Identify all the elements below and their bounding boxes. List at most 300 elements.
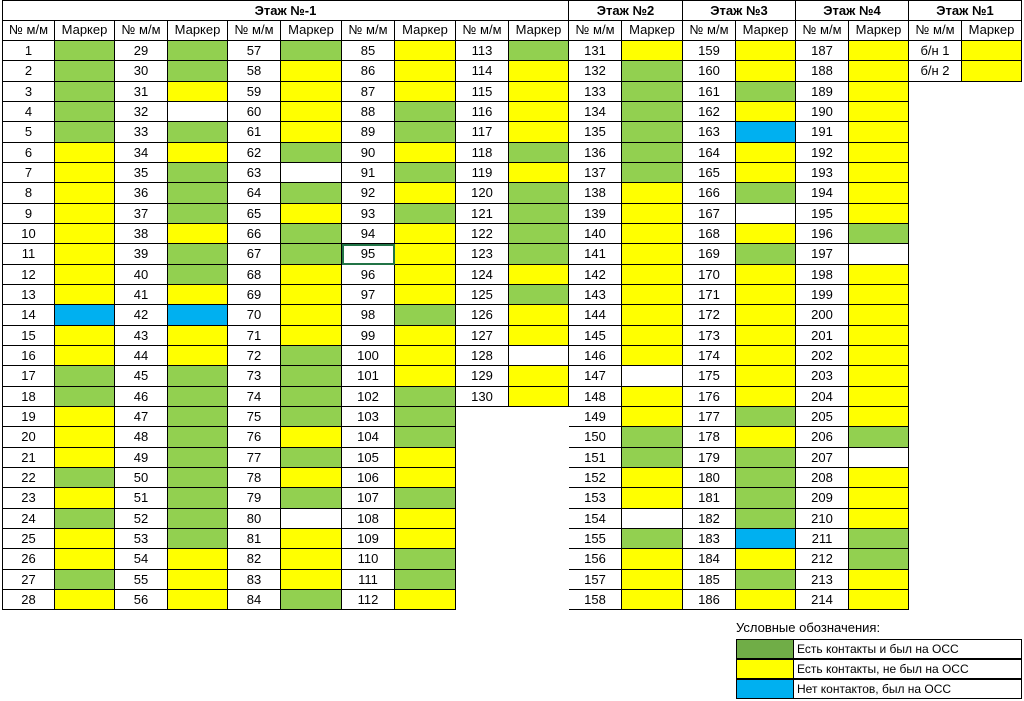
marker-cell-yellow[interactable] [849,122,909,143]
spot-number-cell[interactable]: 68 [228,265,281,285]
marker-cell-green[interactable] [736,468,796,488]
spot-number-cell[interactable]: 69 [228,285,281,305]
spot-number-cell[interactable]: 49 [115,448,168,468]
marker-cell-yellow[interactable] [849,163,909,183]
marker-cell-green[interactable] [395,427,456,448]
spot-number-cell[interactable]: 159 [683,41,736,61]
marker-cell-empty[interactable] [849,448,909,468]
marker-cell-yellow[interactable] [509,61,569,82]
spot-number-cell[interactable]: 104 [342,427,395,448]
marker-cell-yellow[interactable] [168,590,228,610]
marker-cell-yellow[interactable] [849,407,909,427]
marker-cell-yellow[interactable] [395,224,456,244]
spot-number-cell[interactable]: 81 [228,529,281,549]
marker-cell-yellow[interactable] [622,488,683,509]
marker-cell-yellow[interactable] [281,61,342,82]
spot-number-cell[interactable]: 5 [2,122,55,143]
spot-number-cell[interactable]: 106 [342,468,395,488]
marker-cell-yellow[interactable] [962,61,1022,82]
spot-number-cell[interactable]: 157 [569,570,622,590]
spot-number-cell[interactable]: 32 [115,102,168,122]
spot-number-cell[interactable]: 6 [2,143,55,163]
spot-number-cell[interactable]: 25 [2,529,55,549]
spot-number-cell[interactable]: 171 [683,285,736,305]
marker-cell-yellow[interactable] [509,305,569,326]
spot-number-cell[interactable]: 116 [456,102,509,122]
spot-number-cell[interactable]: 197 [796,244,849,265]
marker-cell-green[interactable] [55,570,115,590]
spot-number-cell[interactable]: 141 [569,244,622,265]
spot-number-cell[interactable]: 151 [569,448,622,468]
marker-cell-yellow[interactable] [622,305,683,326]
spot-number-cell[interactable]: 180 [683,468,736,488]
spot-number-cell[interactable]: 183 [683,529,736,549]
marker-cell-yellow[interactable] [622,326,683,346]
marker-cell-green[interactable] [395,407,456,427]
marker-cell-green[interactable] [622,61,683,82]
marker-cell-green[interactable] [509,285,569,305]
marker-cell-yellow[interactable] [168,285,228,305]
marker-cell-yellow[interactable] [55,407,115,427]
marker-cell-yellow[interactable] [736,305,796,326]
marker-cell-empty[interactable] [736,204,796,224]
spot-number-cell[interactable]: 210 [796,509,849,529]
spot-number-cell[interactable]: 13 [2,285,55,305]
marker-cell-green[interactable] [281,590,342,610]
marker-cell-yellow[interactable] [849,509,909,529]
spot-number-cell[interactable]: 64 [228,183,281,204]
spot-number-cell[interactable]: 152 [569,468,622,488]
marker-cell-green[interactable] [281,143,342,163]
marker-cell-green[interactable] [55,366,115,387]
spot-number-cell[interactable]: 122 [456,224,509,244]
spot-number-cell[interactable]: 206 [796,427,849,448]
spot-number-cell[interactable]: 132 [569,61,622,82]
marker-cell-yellow[interactable] [395,183,456,204]
marker-cell-green[interactable] [622,427,683,448]
spot-number-cell[interactable]: 86 [342,61,395,82]
spot-number-cell[interactable]: 189 [796,82,849,102]
marker-cell-green[interactable] [168,488,228,509]
marker-cell-yellow[interactable] [395,61,456,82]
marker-cell-green[interactable] [622,529,683,549]
marker-cell-yellow[interactable] [849,305,909,326]
marker-cell-yellow[interactable] [55,549,115,570]
spot-number-cell[interactable]: 63 [228,163,281,183]
spot-number-cell[interactable]: 97 [342,285,395,305]
spot-number-cell[interactable]: 182 [683,509,736,529]
marker-cell-yellow[interactable] [395,529,456,549]
spot-number-cell[interactable]: б/н 1 [909,41,962,61]
spot-number-cell[interactable]: 129 [456,366,509,387]
spot-number-cell[interactable]: 138 [569,183,622,204]
spot-number-cell[interactable]: 65 [228,204,281,224]
marker-cell-yellow[interactable] [395,346,456,366]
spot-number-cell[interactable]: 205 [796,407,849,427]
spot-number-cell[interactable]: 34 [115,143,168,163]
marker-cell-yellow[interactable] [622,570,683,590]
spot-number-cell[interactable]: 124 [456,265,509,285]
spot-number-cell[interactable]: 169 [683,244,736,265]
marker-cell-yellow[interactable] [736,366,796,387]
marker-cell-green[interactable] [622,163,683,183]
marker-cell-yellow[interactable] [55,488,115,509]
marker-cell-empty[interactable] [281,509,342,529]
spot-number-cell[interactable]: 154 [569,509,622,529]
spot-number-cell[interactable]: 37 [115,204,168,224]
spot-number-cell[interactable]: 76 [228,427,281,448]
spot-number-cell[interactable]: 113 [456,41,509,61]
marker-cell-yellow[interactable] [395,326,456,346]
spot-number-cell[interactable]: 21 [2,448,55,468]
marker-cell-green[interactable] [736,244,796,265]
marker-cell-yellow[interactable] [509,265,569,285]
marker-cell-yellow[interactable] [168,326,228,346]
marker-cell-yellow[interactable] [55,285,115,305]
marker-cell-yellow[interactable] [55,244,115,265]
spot-number-cell[interactable]: 181 [683,488,736,509]
marker-cell-green[interactable] [395,163,456,183]
marker-cell-yellow[interactable] [849,41,909,61]
spot-number-cell[interactable]: 201 [796,326,849,346]
spot-number-cell[interactable]: 15 [2,326,55,346]
marker-cell-green[interactable] [395,488,456,509]
marker-cell-yellow[interactable] [622,224,683,244]
marker-cell-green[interactable] [168,387,228,407]
marker-cell-green[interactable] [281,488,342,509]
marker-cell-yellow[interactable] [509,102,569,122]
spot-number-cell[interactable]: 127 [456,326,509,346]
spot-number-cell[interactable]: 130 [456,387,509,407]
spot-number-cell[interactable]: 67 [228,244,281,265]
spot-number-cell[interactable]: 59 [228,82,281,102]
marker-cell-yellow[interactable] [395,366,456,387]
marker-cell-yellow[interactable] [736,285,796,305]
spot-number-cell[interactable]: 99 [342,326,395,346]
spot-number-cell[interactable]: 198 [796,265,849,285]
marker-cell-yellow[interactable] [168,549,228,570]
spot-number-cell[interactable]: 10 [2,224,55,244]
marker-cell-green[interactable] [281,41,342,61]
marker-cell-green[interactable] [168,509,228,529]
spot-number-cell[interactable]: 43 [115,326,168,346]
spot-number-cell[interactable]: 185 [683,570,736,590]
marker-cell-green[interactable] [736,488,796,509]
marker-cell-green[interactable] [281,346,342,366]
marker-cell-green[interactable] [55,82,115,102]
marker-cell-green[interactable] [622,82,683,102]
spot-number-cell[interactable]: 70 [228,305,281,326]
marker-cell-yellow[interactable] [509,122,569,143]
marker-cell-yellow[interactable] [849,326,909,346]
marker-cell-yellow[interactable] [55,143,115,163]
spot-number-cell[interactable]: 55 [115,570,168,590]
marker-cell-yellow[interactable] [622,549,683,570]
spot-number-cell[interactable]: 85 [342,41,395,61]
marker-cell-yellow[interactable] [168,143,228,163]
spot-number-cell[interactable]: 123 [456,244,509,265]
marker-cell-yellow[interactable] [55,204,115,224]
marker-cell-yellow[interactable] [281,82,342,102]
marker-cell-green[interactable] [281,448,342,468]
spot-number-cell[interactable]: 142 [569,265,622,285]
spot-number-cell[interactable]: 177 [683,407,736,427]
spot-number-cell[interactable]: 213 [796,570,849,590]
marker-cell-green[interactable] [509,244,569,265]
marker-cell-green[interactable] [281,183,342,204]
spot-number-cell[interactable]: 102 [342,387,395,407]
spot-number-cell[interactable]: 163 [683,122,736,143]
marker-cell-blue[interactable] [736,122,796,143]
marker-cell-yellow[interactable] [849,346,909,366]
spot-number-cell[interactable]: 119 [456,163,509,183]
marker-cell-yellow[interactable] [849,265,909,285]
spot-number-cell[interactable]: 12 [2,265,55,285]
marker-cell-yellow[interactable] [622,183,683,204]
marker-cell-yellow[interactable] [281,570,342,590]
spot-number-cell[interactable]: 48 [115,427,168,448]
marker-cell-yellow[interactable] [736,143,796,163]
spot-number-cell[interactable]: 147 [569,366,622,387]
marker-cell-yellow[interactable] [509,387,569,407]
marker-cell-green[interactable] [168,529,228,549]
spot-number-cell[interactable]: 88 [342,102,395,122]
spot-number-cell[interactable]: 17 [2,366,55,387]
spot-number-cell[interactable]: 38 [115,224,168,244]
marker-cell-green[interactable] [168,204,228,224]
spot-number-cell[interactable]: 53 [115,529,168,549]
spot-number-cell[interactable]: 153 [569,488,622,509]
spot-number-cell[interactable]: 126 [456,305,509,326]
marker-cell-green[interactable] [395,387,456,407]
spot-number-cell[interactable]: 72 [228,346,281,366]
spot-number-cell[interactable]: 41 [115,285,168,305]
spot-number-cell[interactable]: 148 [569,387,622,407]
spot-number-cell[interactable]: 33 [115,122,168,143]
spot-number-cell[interactable]: 199 [796,285,849,305]
marker-cell-yellow[interactable] [55,183,115,204]
marker-cell-yellow[interactable] [849,143,909,163]
marker-cell-yellow[interactable] [281,122,342,143]
marker-cell-green[interactable] [395,102,456,122]
spot-number-cell[interactable]: 170 [683,265,736,285]
marker-cell-green[interactable] [622,102,683,122]
marker-cell-yellow[interactable] [395,143,456,163]
spot-number-cell[interactable]: 184 [683,549,736,570]
spot-number-cell[interactable]: 36 [115,183,168,204]
marker-cell-yellow[interactable] [736,224,796,244]
spot-number-cell[interactable]: 188 [796,61,849,82]
marker-cell-yellow[interactable] [849,102,909,122]
spot-number-cell[interactable]: 35 [115,163,168,183]
spot-number-cell[interactable]: 84 [228,590,281,610]
marker-cell-yellow[interactable] [509,366,569,387]
marker-cell-green[interactable] [509,41,569,61]
marker-cell-yellow[interactable] [55,326,115,346]
spot-number-cell[interactable]: 172 [683,305,736,326]
spot-number-cell[interactable]: 44 [115,346,168,366]
marker-cell-green[interactable] [736,509,796,529]
spot-number-cell[interactable]: 200 [796,305,849,326]
spot-number-cell[interactable]: 136 [569,143,622,163]
spot-number-cell[interactable]: 186 [683,590,736,610]
marker-cell-green[interactable] [168,468,228,488]
spot-number-cell[interactable]: 214 [796,590,849,610]
marker-cell-empty[interactable] [849,244,909,265]
marker-cell-yellow[interactable] [736,346,796,366]
marker-cell-green[interactable] [395,549,456,570]
marker-cell-yellow[interactable] [395,41,456,61]
spot-number-cell[interactable]: 160 [683,61,736,82]
spot-number-cell[interactable]: 101 [342,366,395,387]
spot-number-cell[interactable]: 90 [342,143,395,163]
marker-cell-yellow[interactable] [962,41,1022,61]
spot-number-cell[interactable]: 120 [456,183,509,204]
spot-number-cell[interactable]: 125 [456,285,509,305]
spot-number-cell[interactable]: 52 [115,509,168,529]
spot-number-cell[interactable]: 168 [683,224,736,244]
marker-cell-yellow[interactable] [395,82,456,102]
spot-number-cell[interactable]: 137 [569,163,622,183]
marker-cell-yellow[interactable] [736,61,796,82]
marker-cell-yellow[interactable] [622,244,683,265]
spot-number-cell[interactable]: 150 [569,427,622,448]
marker-cell-green[interactable] [509,143,569,163]
spot-number-cell[interactable]: 7 [2,163,55,183]
spot-number-cell[interactable]: 20 [2,427,55,448]
marker-cell-green[interactable] [168,366,228,387]
spot-number-cell[interactable]: 139 [569,204,622,224]
marker-cell-yellow[interactable] [395,285,456,305]
marker-cell-yellow[interactable] [736,163,796,183]
spot-number-cell[interactable]: 46 [115,387,168,407]
marker-cell-yellow[interactable] [509,82,569,102]
marker-cell-yellow[interactable] [849,488,909,509]
spot-number-cell[interactable]: 50 [115,468,168,488]
marker-cell-green[interactable] [281,387,342,407]
spot-number-cell[interactable]: 78 [228,468,281,488]
spot-number-cell[interactable]: 176 [683,387,736,407]
marker-cell-green[interactable] [849,529,909,549]
spot-number-cell[interactable]: 179 [683,448,736,468]
marker-cell-yellow[interactable] [736,102,796,122]
marker-cell-yellow[interactable] [622,387,683,407]
spot-number-cell[interactable]: 100 [342,346,395,366]
marker-cell-green[interactable] [736,407,796,427]
spot-number-cell[interactable]: 42 [115,305,168,326]
spot-number-cell[interactable]: 18 [2,387,55,407]
marker-cell-yellow[interactable] [849,387,909,407]
spot-number-cell[interactable]: 80 [228,509,281,529]
marker-cell-yellow[interactable] [395,590,456,610]
spot-number-cell[interactable]: 209 [796,488,849,509]
marker-cell-yellow[interactable] [281,285,342,305]
spot-number-cell[interactable]: 8 [2,183,55,204]
spot-number-cell[interactable]: 114 [456,61,509,82]
spot-number-cell[interactable]: 98 [342,305,395,326]
marker-cell-yellow[interactable] [281,102,342,122]
spot-number-cell[interactable]: 40 [115,265,168,285]
marker-cell-yellow[interactable] [281,427,342,448]
spot-number-cell[interactable]: 111 [342,570,395,590]
spot-number-cell[interactable]: 30 [115,61,168,82]
spot-number-cell[interactable]: 207 [796,448,849,468]
spot-number-cell[interactable]: 9 [2,204,55,224]
marker-cell-yellow[interactable] [622,285,683,305]
marker-cell-green[interactable] [55,41,115,61]
spot-number-cell[interactable]: 28 [2,590,55,610]
spot-number-cell[interactable]: 144 [569,305,622,326]
marker-cell-green[interactable] [55,387,115,407]
marker-cell-green[interactable] [509,183,569,204]
marker-cell-green[interactable] [509,204,569,224]
spot-number-cell[interactable]: 57 [228,41,281,61]
spot-number-cell[interactable]: 56 [115,590,168,610]
marker-cell-green[interactable] [736,82,796,102]
spot-number-cell[interactable]: 166 [683,183,736,204]
marker-cell-green[interactable] [55,102,115,122]
marker-cell-green[interactable] [168,265,228,285]
spot-number-cell[interactable]: 193 [796,163,849,183]
marker-cell-yellow[interactable] [622,204,683,224]
spot-number-cell[interactable]: 29 [115,41,168,61]
spot-number-cell[interactable]: 89 [342,122,395,143]
spot-number-cell[interactable]: 23 [2,488,55,509]
spot-number-cell[interactable]: 165 [683,163,736,183]
spot-number-cell[interactable]: 82 [228,549,281,570]
marker-cell-green[interactable] [395,122,456,143]
spot-number-cell[interactable]: 14 [2,305,55,326]
spot-number-cell[interactable]: 131 [569,41,622,61]
marker-cell-yellow[interactable] [395,448,456,468]
marker-cell-green[interactable] [168,61,228,82]
marker-cell-green[interactable] [509,224,569,244]
spot-number-cell[interactable]: 51 [115,488,168,509]
spot-number-cell[interactable]: 19 [2,407,55,427]
marker-cell-green[interactable] [168,244,228,265]
marker-cell-green[interactable] [622,122,683,143]
marker-cell-yellow[interactable] [281,305,342,326]
marker-cell-yellow[interactable] [736,265,796,285]
marker-cell-green[interactable] [55,509,115,529]
marker-cell-yellow[interactable] [395,509,456,529]
spot-number-cell[interactable]: 191 [796,122,849,143]
marker-cell-yellow[interactable] [509,326,569,346]
spot-number-cell[interactable]: 22 [2,468,55,488]
marker-cell-yellow[interactable] [849,61,909,82]
marker-cell-green[interactable] [281,244,342,265]
marker-cell-empty[interactable] [622,366,683,387]
marker-cell-yellow[interactable] [395,265,456,285]
marker-cell-green[interactable] [736,570,796,590]
marker-cell-yellow[interactable] [736,326,796,346]
spot-number-cell[interactable]: 11 [2,244,55,265]
marker-cell-blue[interactable] [55,305,115,326]
marker-cell-yellow[interactable] [622,590,683,610]
marker-cell-yellow[interactable] [736,549,796,570]
spot-number-cell[interactable]: 83 [228,570,281,590]
spot-number-cell[interactable]: 203 [796,366,849,387]
marker-cell-yellow[interactable] [168,82,228,102]
marker-cell-green[interactable] [168,41,228,61]
marker-cell-yellow[interactable] [622,41,683,61]
marker-cell-yellow[interactable] [281,549,342,570]
spot-number-cell[interactable]: 134 [569,102,622,122]
marker-cell-yellow[interactable] [281,468,342,488]
marker-cell-yellow[interactable] [281,265,342,285]
spot-number-cell[interactable]: 54 [115,549,168,570]
marker-cell-yellow[interactable] [168,346,228,366]
